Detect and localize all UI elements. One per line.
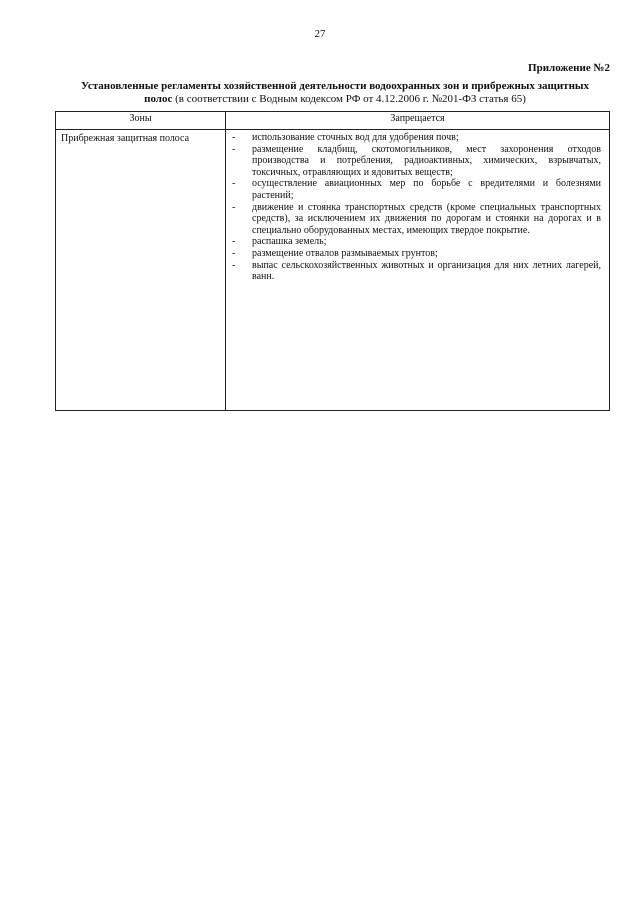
list-item-text: размещение кладбищ, скотомогильников, мест захоронения отходов производства и потребления, радиоактивных, химических, взрывчатых, токсичных, отравляющих и ядовитых веществ; <box>252 143 601 178</box>
document-title <box>70 80 600 106</box>
list-bullet: - <box>232 132 236 143</box>
table-header-row <box>56 112 610 130</box>
list-bullet: - <box>232 201 236 213</box>
header-forbidden: Запрещается <box>226 112 610 130</box>
list-item-text: движение и стоянка транспортных средств (кроме специальных транспортных средств), за исключением их движения по дорогам и стоянки на дорогах и в специально оборудованных местах, имеющих твердое покрытие. <box>252 201 601 236</box>
list-bullet: - <box>232 236 236 248</box>
document-title-bold: Установленные регламенты хозяйственной деятельности водоохранных зон и прибрежных защитных полос <box>80 80 590 105</box>
forbidden-list <box>232 132 601 283</box>
list-item-text: использование сточных вод для удобрения почв; <box>252 132 459 143</box>
list-item <box>232 132 601 144</box>
list-bullet: - <box>232 178 236 190</box>
table-row <box>56 130 610 411</box>
forbidden-cell <box>226 130 610 411</box>
list-item-text: выпас сельскохозяйственных животных и организация для них летних лагерей, ванн. <box>252 259 601 283</box>
list-item <box>232 202 601 237</box>
list-item-text: осуществление авиационных мер по борьбе с вредителями и болезнями растений; <box>252 178 601 201</box>
list-item-text: размещение отвалов размываемых грунтов; <box>252 247 438 259</box>
zone-name: Прибрежная защитная полоса <box>61 133 190 144</box>
list-item <box>232 236 601 248</box>
list-item-text: распашка земель; <box>252 236 327 248</box>
list-bullet: - <box>232 143 236 155</box>
document-title-reference: (в соответствии с Водным кодексом РФ от 4.12.2006 г. №201-ФЗ статья 65) <box>172 93 526 105</box>
zone-cell <box>56 130 226 411</box>
page-number: 27 <box>314 28 326 40</box>
header-zones: Зоны <box>56 112 226 130</box>
list-item <box>232 248 601 260</box>
list-item <box>232 144 601 179</box>
list-bullet: - <box>232 259 236 271</box>
list-bullet: - <box>232 247 236 259</box>
appendix-label: Приложение №2 <box>528 62 610 74</box>
regulations-table <box>55 111 610 411</box>
list-item <box>232 260 601 283</box>
list-item <box>232 178 601 201</box>
